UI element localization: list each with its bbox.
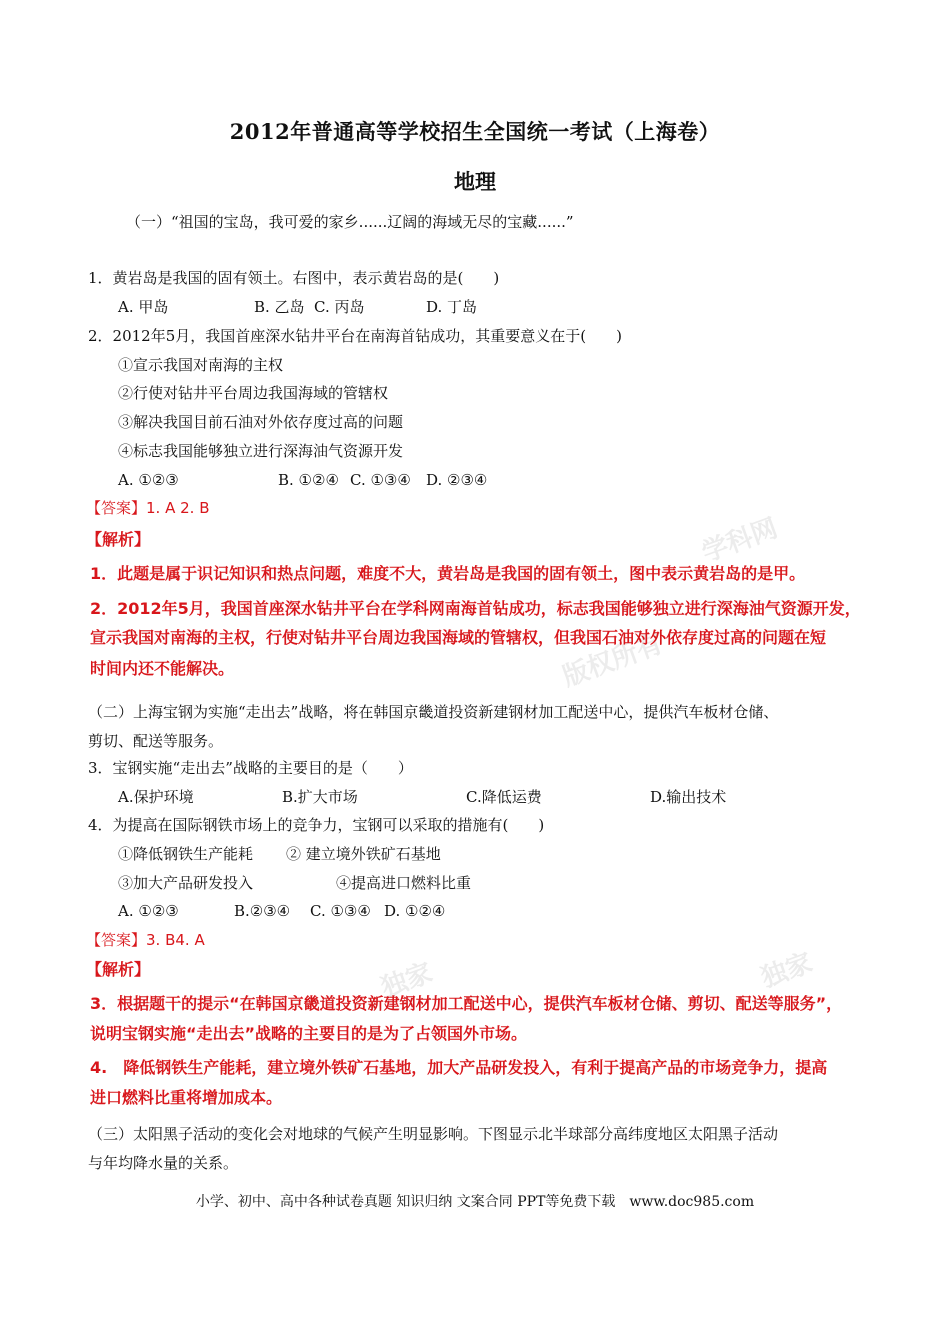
question-2-item: ②行使对钻井平台周边我国海域的管辖权 — [118, 384, 389, 402]
option: A. ①②③ — [118, 902, 179, 920]
analysis-line: 3．根据题干的提示“在韩国京畿道投资新建钢材加工配送中心，提供汽车板材仓储、剪切、配送等服务”， — [90, 994, 843, 1013]
question-2-item: ④标志我国能够独立进行深海油气资源开发 — [118, 442, 404, 460]
analysis-line: 进口燃料比重将增加成本。 — [90, 1088, 283, 1107]
option: D.输出技术 — [650, 788, 727, 806]
analysis-label: 【解析】 — [86, 530, 151, 549]
question-1: 1．黄岩岛是我国的固有领土。右图中，表示黄岩岛的是( ) — [88, 269, 500, 287]
question-4-options — [118, 901, 445, 921]
watermark: 版权所有 — [558, 628, 667, 693]
question-4-item: ①降低钢铁生产能耗 — [118, 845, 254, 863]
analysis-line: 说明宝钢实施“走出去”战略的主要目的是为了占领国外市场。 — [90, 1024, 528, 1043]
section-2-intro: 剪切、配送等服务。 — [88, 732, 224, 750]
option: D. ②③④ — [426, 471, 488, 489]
answer-text: 1. A 2. B — [146, 499, 210, 517]
question-1-options — [118, 297, 477, 317]
option: D. 丁岛 — [426, 298, 478, 316]
option: A.保护环境 — [118, 788, 194, 806]
option: A. 甲岛 — [118, 298, 169, 316]
question-3: 3．宝钢实施“走出去”战略的主要目的是（ ） — [88, 759, 413, 777]
watermark: 学科网 — [698, 513, 782, 569]
question-4-items — [118, 844, 441, 864]
section-3-intro: （三）太阳黑子活动的变化会对地球的气候产生明显影响。下图显示北半球部分高纬度地区太阳黑子活动 — [88, 1125, 779, 1143]
section-3-intro: 与年均降水量的关系。 — [88, 1154, 239, 1172]
question-2: 2．2012年5月，我国首座深水钻井平台在南海首钻成功，其重要意义在于( ) — [88, 327, 622, 345]
question-4: 4．为提高在国际钢铁市场上的竞争力，宝钢可以采取的措施有( ) — [88, 816, 545, 834]
section-2-intro: （二）上海宝钢为实施“走出去”战略，将在韩国京畿道投资新建钢材加工配送中心，提供汽车板材仓储、 — [88, 703, 779, 721]
option: B.扩大市场 — [282, 788, 358, 806]
watermark: 独家 — [377, 957, 437, 1004]
question-2-item: ③解决我国目前石油对外依存度过高的问题 — [118, 413, 404, 431]
answer-2 — [86, 930, 205, 950]
page-title: 2012年普通高等学校招生全国统一考试（上海卷） — [229, 119, 721, 144]
subject-title: 地理 — [454, 169, 496, 194]
footer-text: 小学、初中、高中各种试卷真题 知识归纳 文案合同 PPT等免费下载 www.doc985.com — [195, 1194, 755, 1210]
answer-label: 【答案】 — [86, 499, 147, 517]
analysis-line: 时间内还不能解决。 — [90, 659, 235, 678]
question-4-items — [118, 873, 471, 893]
answer-label: 【答案】 — [86, 931, 147, 949]
watermark: 独家 — [757, 947, 817, 994]
question-3-options — [118, 787, 726, 807]
option: C. ①③④ — [310, 902, 371, 920]
analysis-line: 宣示我国对南海的主权，行使对钻井平台周边我国海域的管辖权，但我国石油对外依存度过高的问题在短 — [90, 628, 827, 647]
question-4-item: ④提高进口燃料比重 — [336, 874, 472, 892]
option: C. 丙岛 — [314, 298, 365, 316]
answer-text: 3. B4. A — [146, 931, 205, 949]
answer-1 — [86, 498, 210, 518]
analysis-line: 4. 降低钢铁生产能耗，建立境外铁矿石基地，加大产品研发投入，有利于提高产品的市场竞争力，提高 — [90, 1058, 828, 1077]
question-2-options — [118, 470, 487, 490]
analysis-line: 1．此题是属于识记知识和热点问题，难度不大，黄岩岛是我国的固有领土，图中表示黄岩岛的是甲。 — [90, 564, 806, 583]
option: B. 乙岛 — [254, 298, 305, 316]
question-2-item: ①宣示我国对南海的主权 — [118, 356, 284, 374]
section-1-intro: （一）“祖国的宝岛，我可爱的家乡......辽阔的海域无尽的宝藏......” — [126, 213, 574, 231]
option: C. ①③④ — [350, 471, 411, 489]
option: B.②③④ — [234, 902, 291, 920]
option: B. ①②④ — [278, 471, 339, 489]
option: A. ①②③ — [118, 471, 179, 489]
option: D. ①②④ — [384, 902, 446, 920]
question-4-item: ③加大产品研发投入 — [118, 874, 254, 892]
analysis-label: 【解析】 — [86, 960, 151, 979]
analysis-line: 2．2012年5月，我国首座深水钻井平台在学科网南海首钻成功，标志我国能够独立进行深海油气资源开发， — [90, 599, 861, 618]
option: C.降低运费 — [466, 788, 542, 806]
question-4-item: ② 建立境外铁矿石基地 — [286, 845, 441, 863]
